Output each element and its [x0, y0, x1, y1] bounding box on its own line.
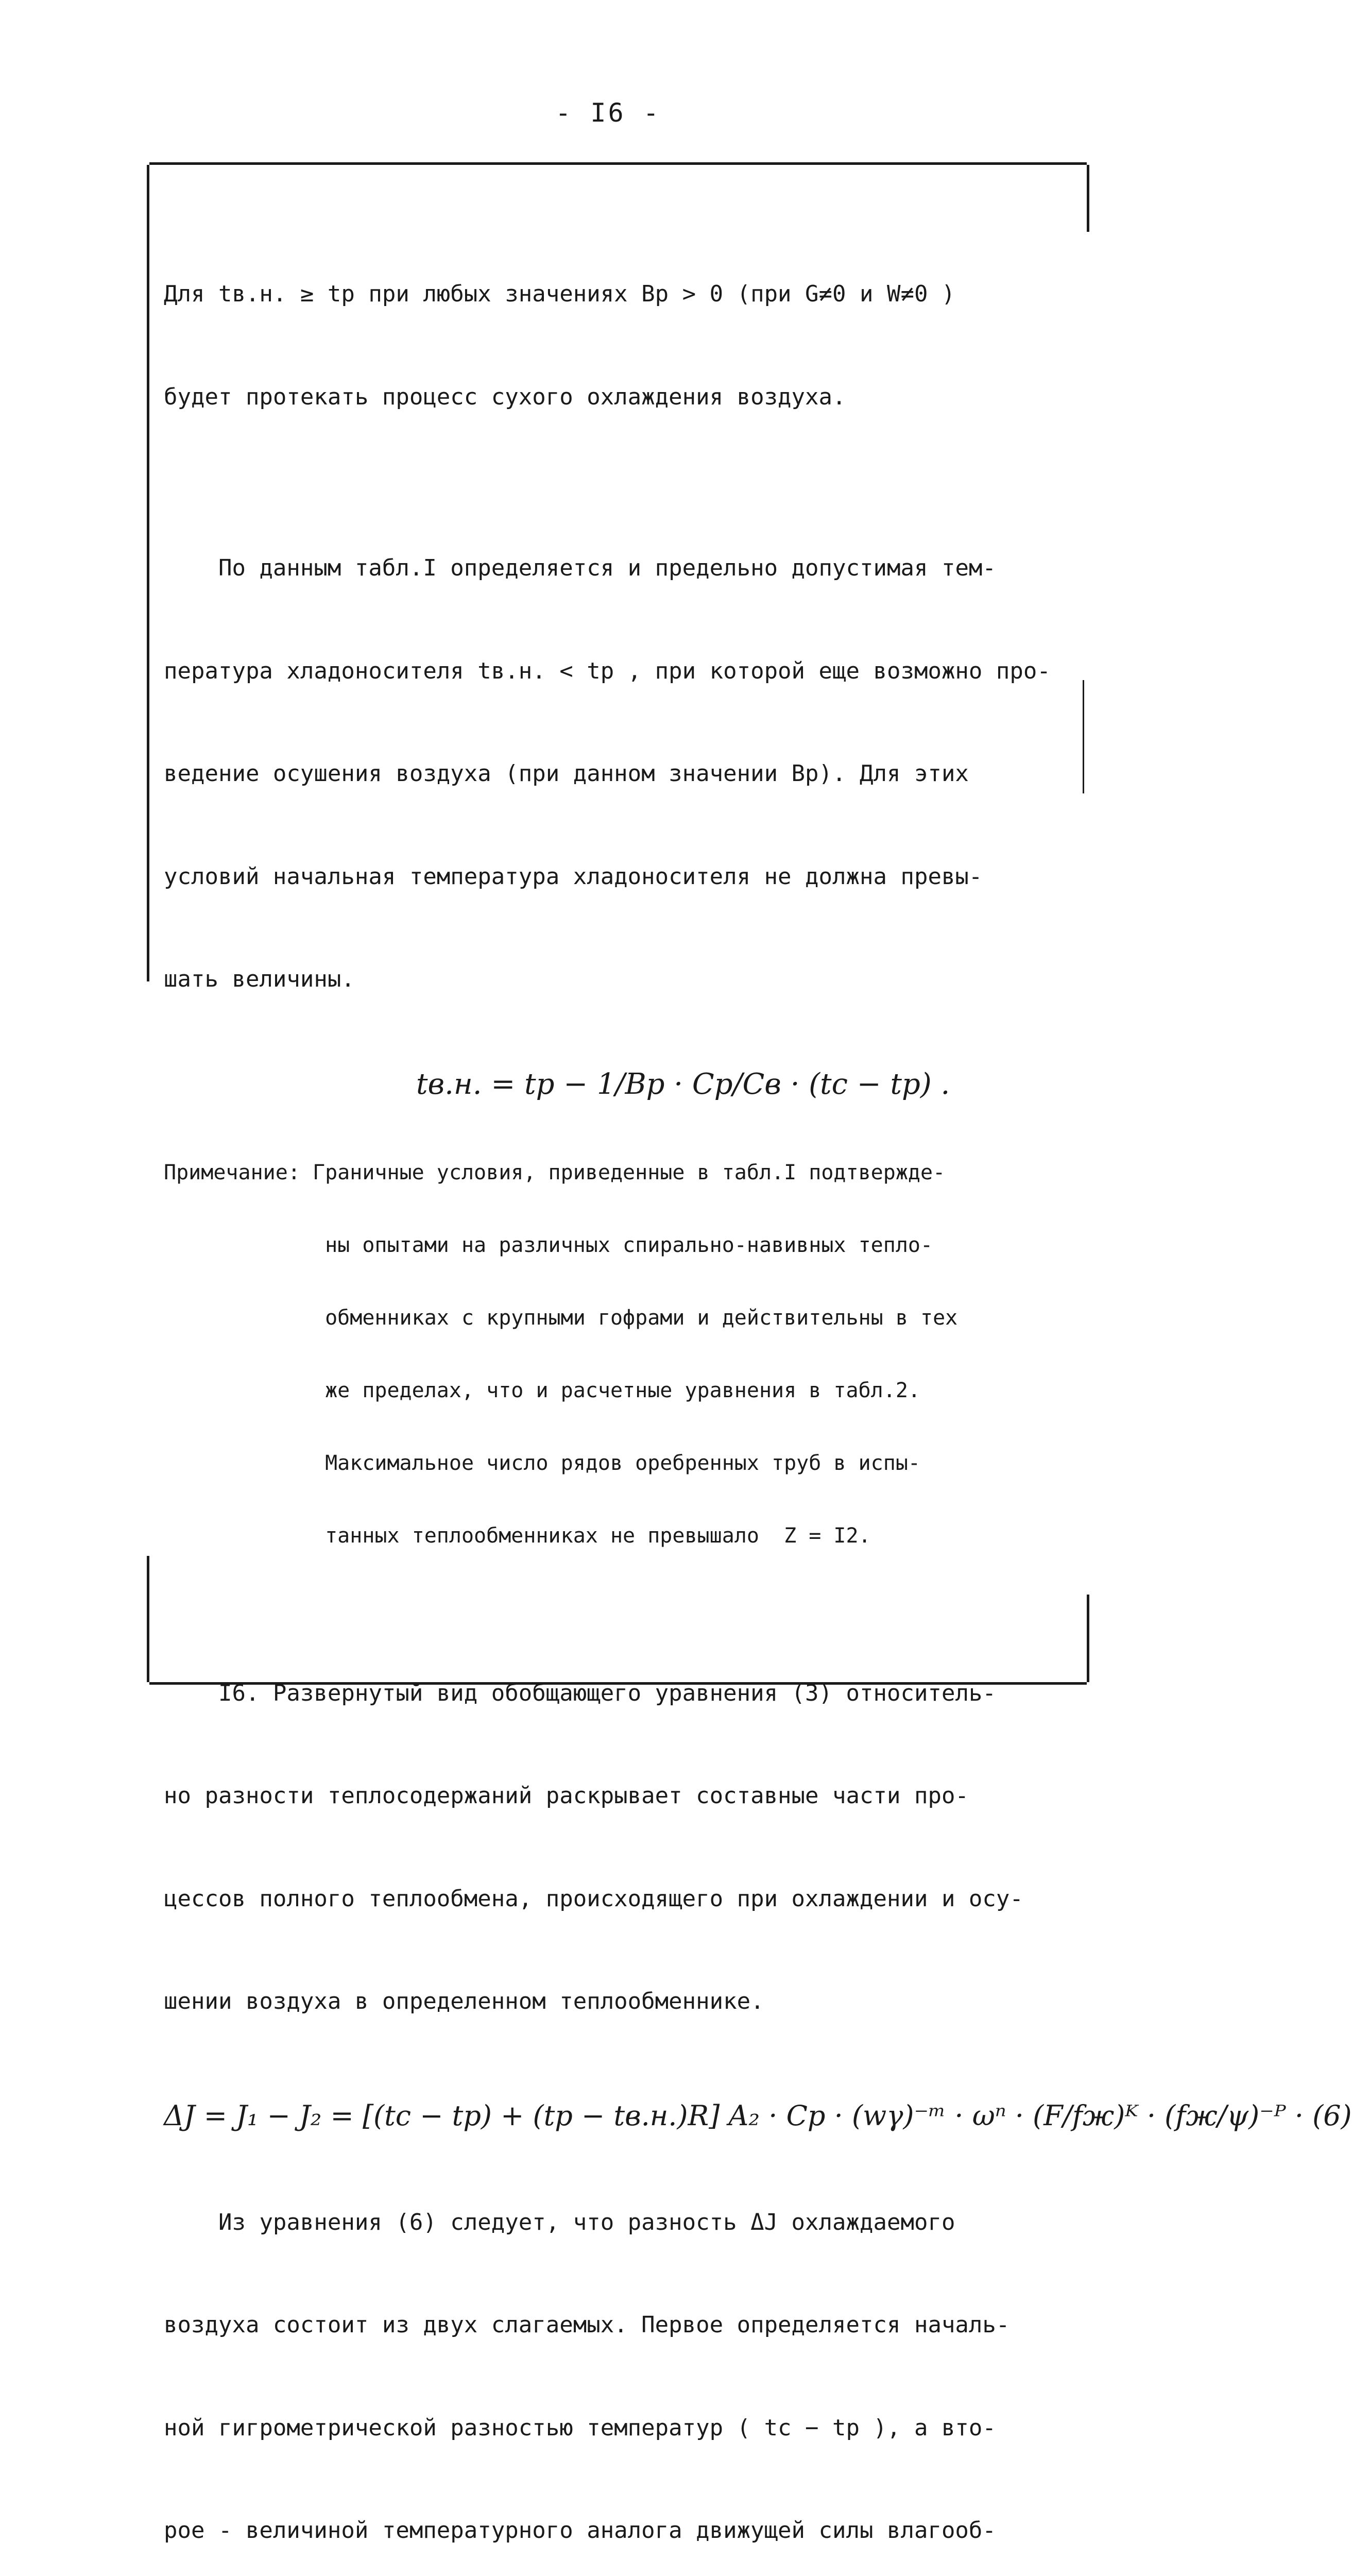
equation-6: ΔJ = J₁ − J₂ = [(tс − tр) + (tр − tв.н.)R] A₂ · Cр · (wγ)⁻ᵐ · ωⁿ · (F/fж)ᴷ · (fж/ψ)⁻ᴾ · (6) [164, 2093, 1086, 2139]
note-line: Максимальное число рядов оребренных труб в испы- [164, 1451, 1086, 1476]
text-line: цессов полного теплообмена, происходящего при охлаждении и осу- [164, 1882, 1086, 1917]
note-line: Примечание: Граничные условия, приведенные в табл.I подтвержде- [164, 1161, 1086, 1185]
text-line: условий начальная температура хладоносителя не должна превы- [164, 860, 1086, 894]
note-line: обменниках с крупными гофрами и действительны в тех [164, 1306, 1086, 1330]
text-line: Для tв.н. ≥ tр при любых значениях Вр > 0 (при G≠0 и W≠0 ) [164, 277, 1086, 312]
paragraph-equation-6-analysis [164, 2137, 1086, 2576]
text-line: ной гигрометрической разностью температур ( tс − tр ), а вто- [164, 2411, 1086, 2446]
paragraph-16 [164, 1608, 1086, 2088]
text-line: шении воздуха в определенном теплообменнике. [164, 1985, 1086, 2019]
note-line: ны опытами на различных спирально-навивных тепло- [164, 1233, 1086, 1258]
text-line: Из уравнения (6) следует, что разность ΔJ охлаждаемого [164, 2206, 1086, 2240]
note-block [164, 1112, 1086, 1597]
page-number: - I6 - [0, 98, 1216, 128]
formula-initial-temperature: tв.н. = tр − 1/Bр · Cр/Cв · (tс − tр) . [416, 1067, 1086, 1101]
note-line: танных теплообменниках не превышало Z = I2. [164, 1524, 1086, 1548]
text-line: но разности теплосодержаний раскрывает составные части про- [164, 1779, 1086, 1814]
paragraph-dry-cooling [164, 209, 1086, 483]
text-line: шать величины. [164, 962, 1086, 997]
note-line: же пределах, что и расчетные уравнения в табл.2. [164, 1379, 1086, 1403]
frame-left-line-top [147, 165, 149, 981]
document-body [164, 209, 1086, 2576]
text-line: пература хладоносителя tв.н. < tр , при которой еще возможно про- [164, 654, 1086, 689]
frame-left-line-bottom [147, 1556, 149, 1682]
frame-right-line-bottom [1087, 1595, 1089, 1682]
paragraph-limit-temperature [164, 483, 1086, 1065]
text-line: I6. Развернутый вид обобщающего уравнения (3) относитель- [164, 1676, 1086, 1711]
text-line: рое - величиной температурного аналога движущей силы влагооб- [164, 2514, 1086, 2548]
frame-right-line-top [1087, 165, 1089, 232]
text-line: воздуха состоит из двух слагаемых. Первое определяется началь- [164, 2308, 1086, 2343]
text-line: ведение осушения воздуха (при данном значении Вр). Для этих [164, 757, 1086, 791]
text-line: По данным табл.I определяется и предельно допустимая тем- [164, 551, 1086, 586]
text-line: будет протекать процесс сухого охлаждения воздуха. [164, 380, 1086, 415]
